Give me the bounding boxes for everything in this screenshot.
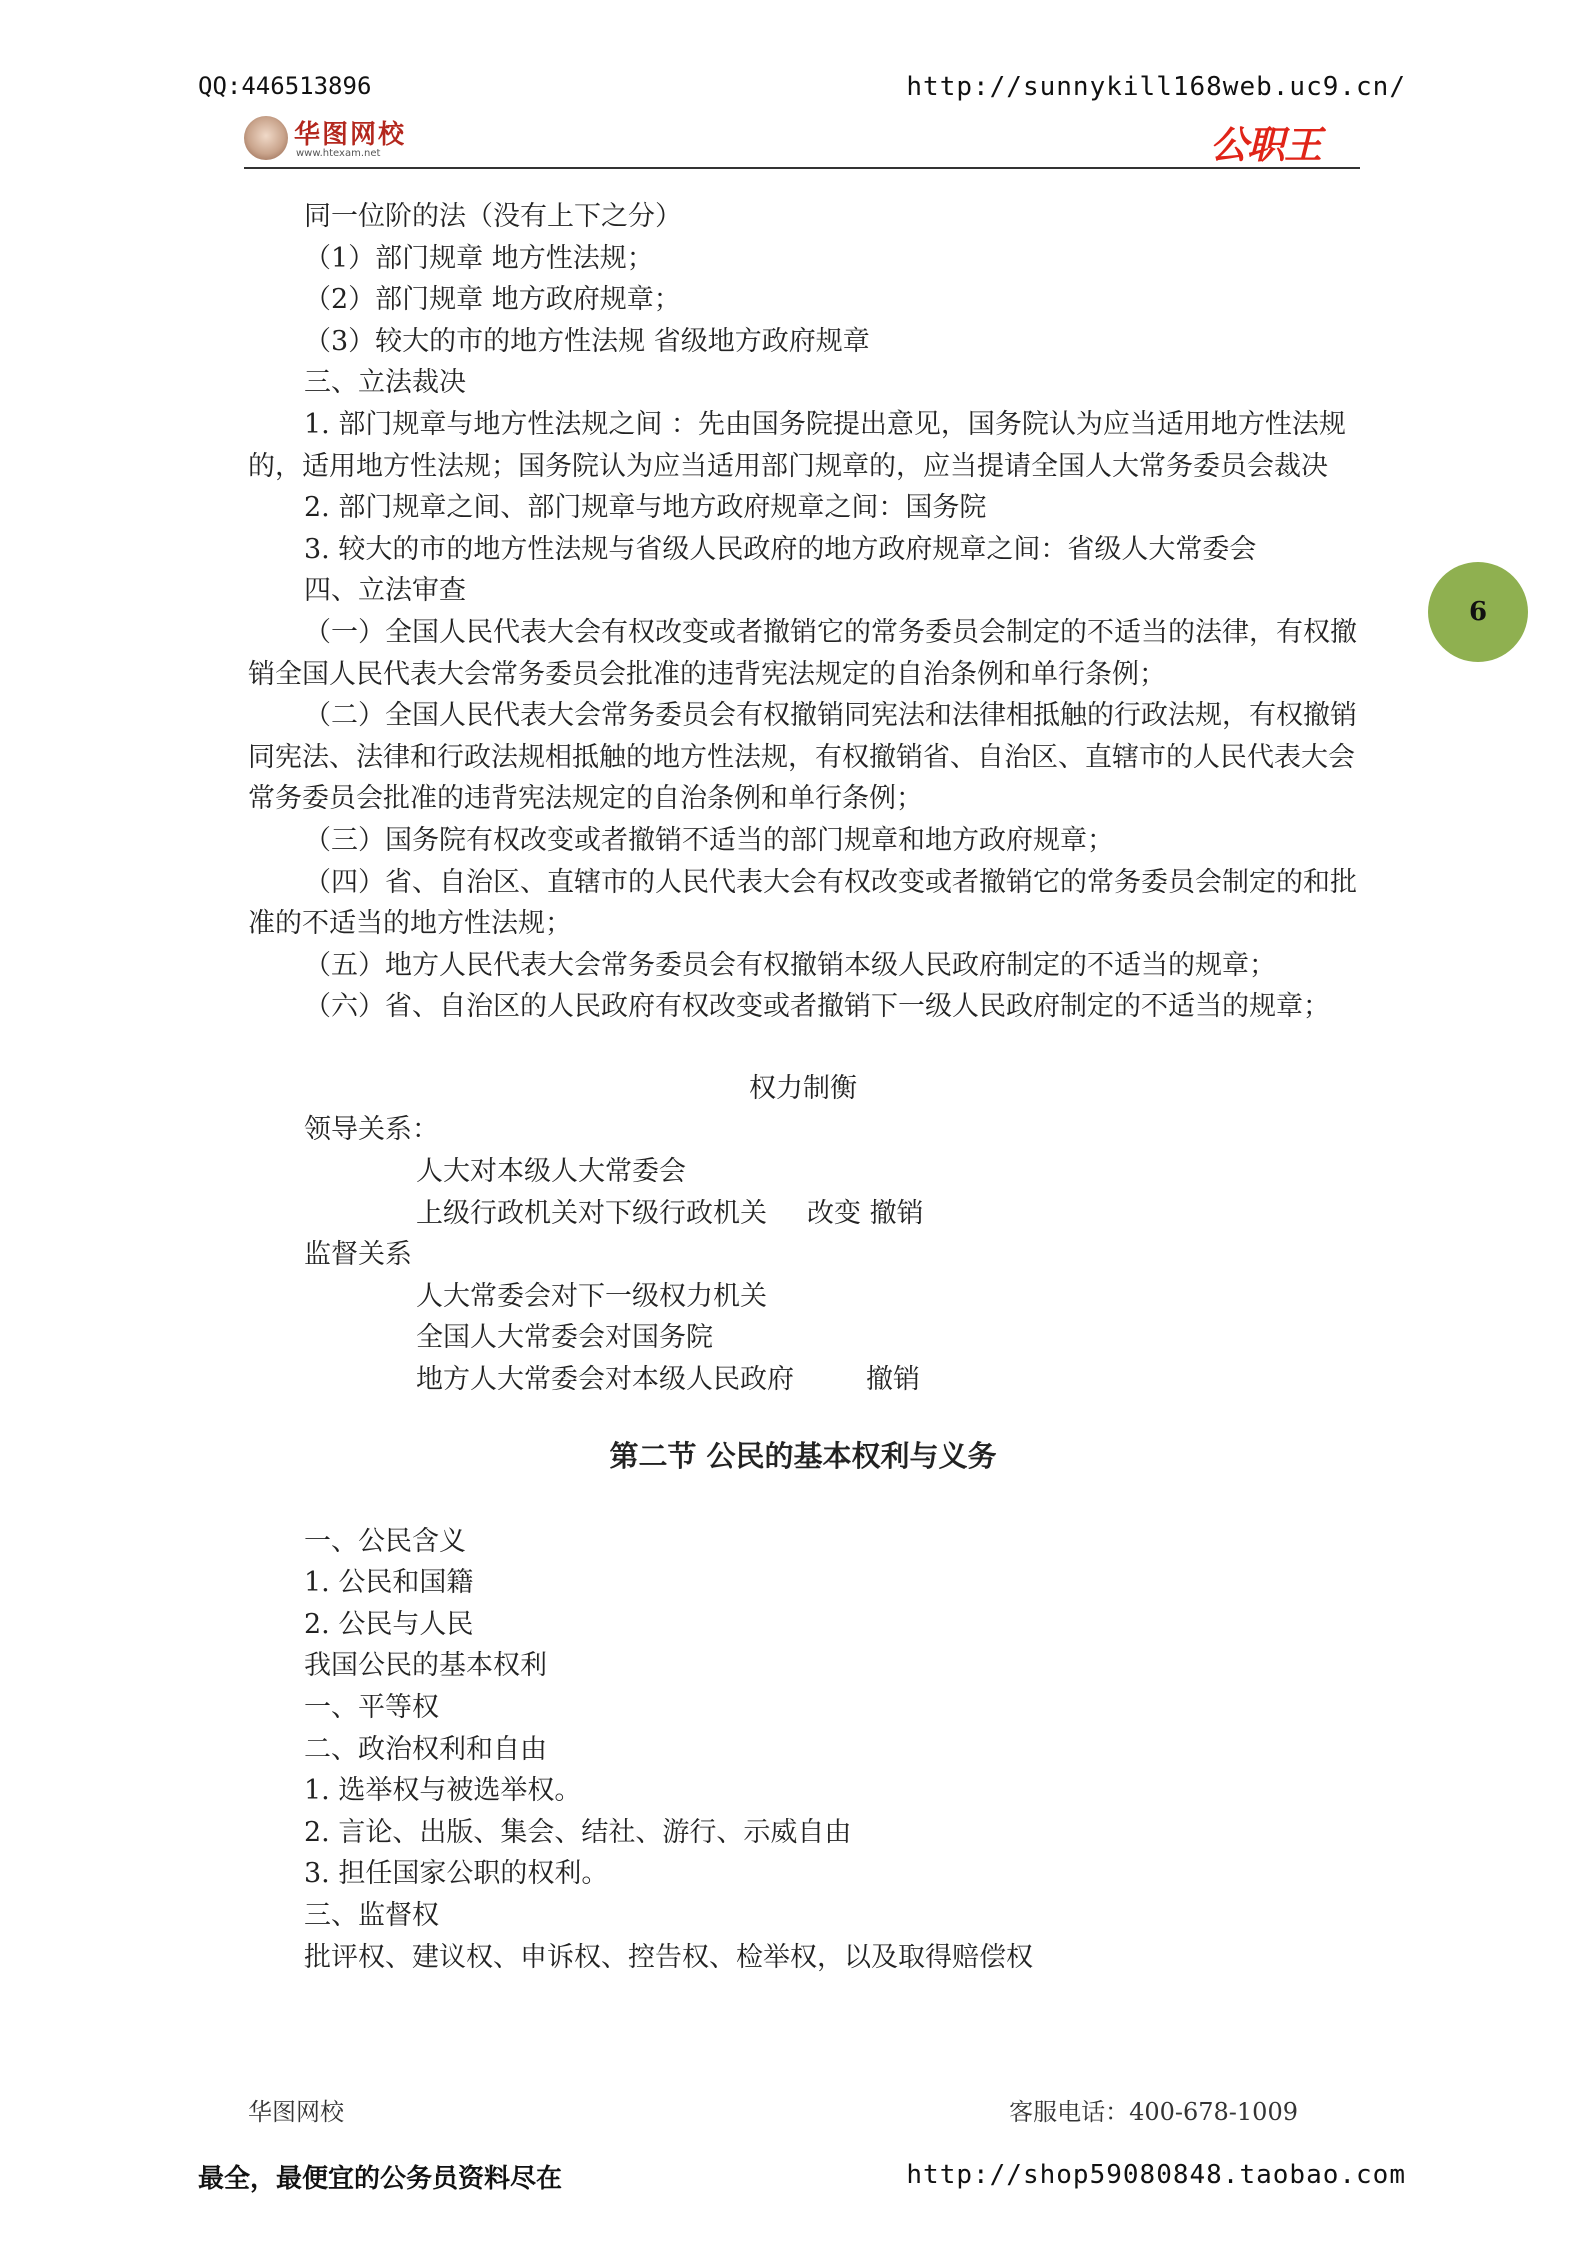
paragraph: 1. 部门规章与地方性法规之间 ：先由国务院提出意见，国务院认为应当适用地方性法规的，适用地方性法规；国务院认为应当适用部门规章的，应当提请全国人大常务委员会裁决 (248, 408, 1346, 482)
paragraph: 三、立法裁决 (304, 367, 466, 399)
paragraph: 1. 公民和国籍 (304, 1567, 474, 1599)
paragraph (248, 1359, 1358, 1401)
paragraph: 一、平等权 (304, 1692, 439, 1723)
bottom-shop-url[interactable]: http://shop59080848.taobao.com (906, 2160, 1406, 2190)
paragraph: （三）国务院有权改变或者撤销不适当的部门规章和地方政府规章； (304, 824, 1114, 856)
logo-text: 华图网校 (294, 120, 407, 150)
paragraph: 领导关系： (304, 1114, 439, 1146)
paragraph: （1）部门规章 地方性法规； (304, 242, 654, 274)
paragraph: 批评权、建议权、申诉权、控告权、检举权，以及取得赔偿权 (304, 1941, 1033, 1973)
footer-school: 华图网校 (248, 2098, 344, 2126)
paragraph: （2）部门规章 地方政府规章； (304, 284, 681, 316)
paragraph: （六）省、自治区的人民政府有权改变或者撤销下一级人民政府制定的不适当的规章； (304, 991, 1330, 1023)
paragraph: 一、公民含义 (304, 1525, 466, 1557)
paragraph (248, 1193, 1358, 1235)
paragraph: 2. 部门规章之间、部门规章与地方政府规章之间：国务院 (304, 492, 987, 524)
bottom-slogan: 最全，最便宜的公务员资料尽在 (198, 2164, 563, 2194)
paragraph: 人大对本级人大常委会 (416, 1156, 686, 1188)
page-number-badge (1428, 562, 1528, 662)
paragraph: 全国人大常委会对国务院 (416, 1322, 713, 1354)
paragraph: 我国公民的基本权利 (304, 1650, 547, 1682)
paragraph: 二、政治权利和自由 (304, 1733, 547, 1765)
paragraph: 1. 选举权与被选举权。 (304, 1775, 582, 1807)
paragraph: 2. 言论、出版、集会、结社、游行、示威自由 (304, 1816, 852, 1848)
paragraph: 3. 担任国家公职的权利。 (304, 1858, 609, 1890)
paragraph: （一）全国人民代表大会有权改变或者撤销它的常务委员会制定的不适当的法律，有权撤销全国人民代表大会常务委员会批准的违背宪法规定的自治条例和单行条例； (248, 616, 1357, 690)
paragraph: 2. 公民与人民 (304, 1608, 474, 1640)
qq-number: QQ:446513896 (198, 72, 372, 100)
htexam-logo (244, 112, 414, 164)
paragraph: 人大常委会对下一级权力机关 (416, 1280, 767, 1312)
spacer (248, 1401, 1358, 1431)
power-balance-title: 权力制衡 (749, 1072, 857, 1104)
text-span: 地方人大常委会对本级人民政府 (416, 1364, 794, 1396)
paragraph: 3. 较大的市的地方性法规与省级人民政府的地方政府规章之间：省级人大常委会 (304, 533, 1257, 565)
text-span: 改变 撤销 (807, 1197, 924, 1229)
paragraph: 三、监督权 (304, 1899, 439, 1931)
page-number: 6 (1468, 597, 1488, 627)
paragraph: （五）地方人民代表大会常务委员会有权撤销本级人民政府制定的不适当的规章； (304, 949, 1276, 981)
header-url[interactable]: http://sunnykill168web.uc9.cn/ (906, 72, 1406, 102)
spacer (248, 1028, 1358, 1068)
brand-logo: 公职王 (1210, 123, 1322, 167)
footer-phone: 客服电话：400-678-1009 (1009, 2098, 1298, 2126)
spacer (248, 1481, 1358, 1521)
paragraph: （四）省、自治区、直辖市的人民代表大会有权改变或者撤销它的常务委员会制定的和批准的不适当的地方性法规； (248, 866, 1357, 940)
paragraph: （二）全国人民代表大会常务委员会有权撤销同宪法和法律相抵触的行政法规，有权撤销同宪法、法律和行政法规相抵触的地方性法规，有权撤销省、自治区、直辖市的人民代表大会常务委员会批准的违背宪法规定的自治条例和单行条例； (248, 700, 1357, 815)
paragraph: 四、立法审查 (304, 575, 466, 607)
logo-emblem-icon (244, 116, 288, 160)
header-divider (244, 167, 1360, 169)
text-span: 上级行政机关对下级行政机关 (416, 1197, 767, 1229)
paragraph: 监督关系 (304, 1239, 412, 1271)
text-span: 撤销 (866, 1364, 920, 1396)
paragraph: （3）较大的市的地方性法规 省级地方政府规章 (304, 325, 870, 357)
logo-subtext: www.htexam.net (296, 148, 381, 159)
document-body (248, 196, 1358, 1978)
section-heading: 第二节 公民的基本权利与义务 (609, 1438, 997, 1473)
paragraph: 同一位阶的法（没有上下之分） (304, 201, 682, 232)
